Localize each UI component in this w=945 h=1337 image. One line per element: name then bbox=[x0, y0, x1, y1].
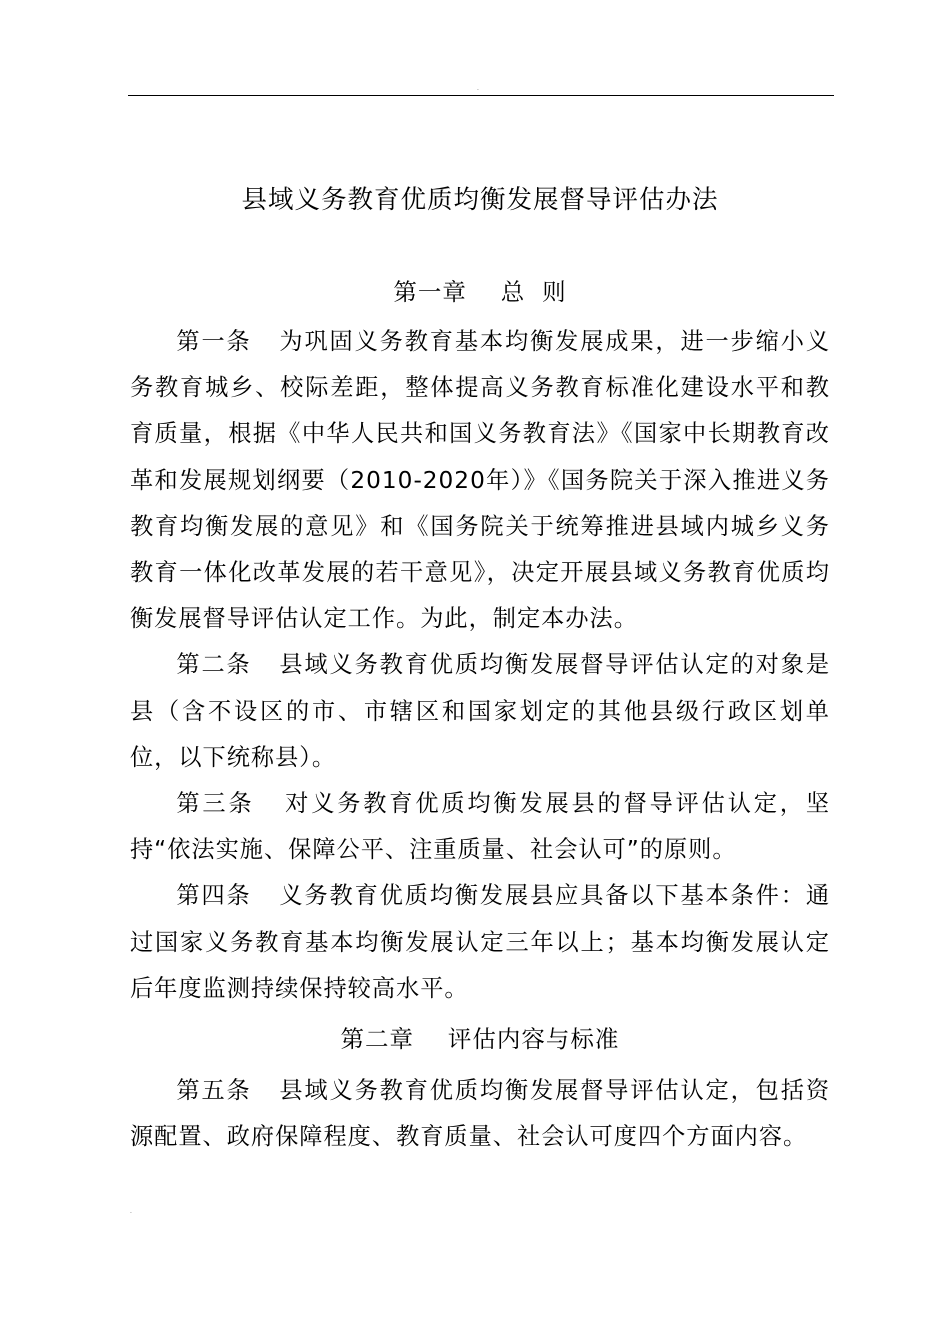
article-paragraph bbox=[130, 642, 830, 781]
article-paragraph bbox=[130, 781, 830, 873]
article-text: 为巩固义务教育基本均衡发展成果，进一步缩小义务教育城乡、校际差距，整体提高义务教育标准化建设水平和教育质量，根据《中华人民共和国义务教育法》《国家中长期教育改革和发展规划纲要（2010-2020年）》《国务院关于深入推进义务教育均衡发展的意见》和《国务院关于统筹推进县域内城乡义务教育一体化改革发展的若干意见》，决定开展县域义务教育优质均衡发展督导评估认定工作。为此，制定本办法。 bbox=[130, 328, 831, 633]
header-rule bbox=[128, 95, 834, 96]
chapter-heading: 第二章 评估内容与标准 bbox=[340, 1025, 620, 1054]
article-number: 第一条 bbox=[176, 328, 252, 355]
article-paragraph bbox=[130, 319, 830, 642]
article-number: 第四条 bbox=[176, 882, 252, 910]
article-number: 第三条 bbox=[176, 790, 255, 818]
article-paragraph bbox=[130, 1068, 830, 1160]
footer-dot: · bbox=[130, 1210, 132, 1217]
article-number: 第五条 bbox=[176, 1077, 252, 1105]
article-paragraph bbox=[130, 873, 830, 1012]
article-text: 对义务教育优质均衡发展县的督导评估认定，坚持“依法实施、保障公平、注重质量、社会认可”的原则。 bbox=[130, 790, 831, 864]
article-text: 县域义务教育优质均衡发展督导评估认定的对象是县（含不设区的市、市辖区和国家划定的其他县级行政区划单位，以下统称县）。 bbox=[130, 651, 831, 771]
article-number: 第二条 bbox=[176, 651, 252, 679]
header-dot: · bbox=[477, 87, 479, 94]
article-text: 义务教育优质均衡发展县应具备以下基本条件：通过国家义务教育基本均衡发展认定三年以上；基本均衡发展认定后年度监测持续保持较高水平。 bbox=[130, 882, 831, 1002]
chapter-heading: 第一章 总 则 bbox=[393, 278, 567, 306]
article-text: 县域义务教育优质均衡发展督导评估认定，包括资源配置、政府保障程度、教育质量、社会认可度四个方面内容。 bbox=[130, 1077, 831, 1151]
document-title: 县域义务教育优质均衡发展督导评估办法 bbox=[241, 185, 719, 215]
document-body bbox=[130, 172, 830, 1160]
